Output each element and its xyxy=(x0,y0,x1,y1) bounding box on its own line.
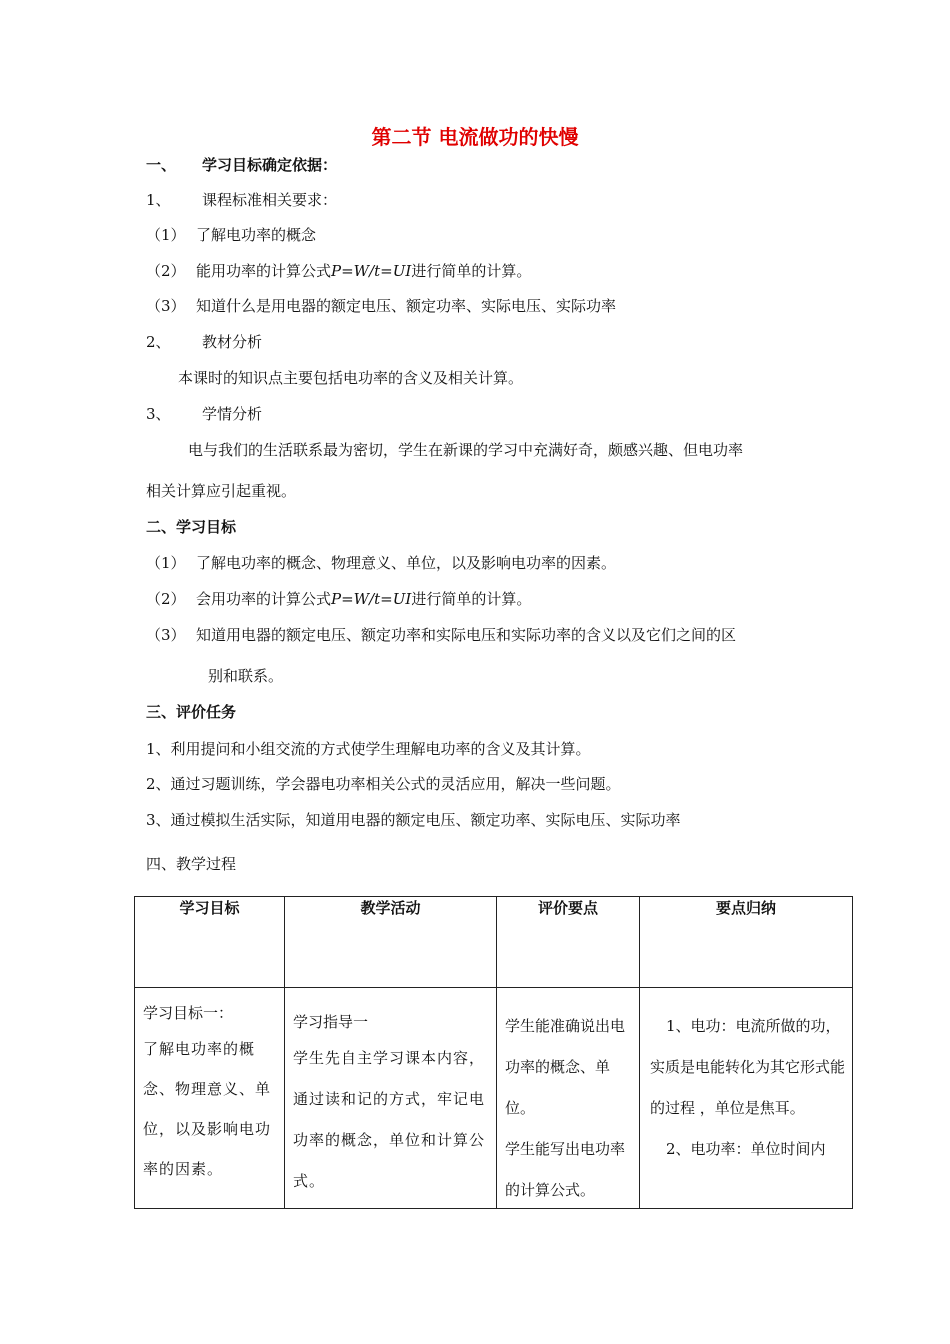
table-cell-activity xyxy=(285,988,497,1209)
list-item-number: （1） xyxy=(146,554,186,572)
evaluation-item: 1、利用提问和小组交流的方式使学生理解电功率的含义及其计算。 xyxy=(146,740,591,758)
cell-line: 学生能写出电功率的计算公式。 xyxy=(505,1140,626,1199)
list-item-text: 知道什么是用电器的额定电压、额定功率、实际电压、实际功率 xyxy=(196,297,617,315)
cell-line: 学生能准确说出电功率的概念、单位。 xyxy=(505,1017,626,1117)
table-header-cell: 评价要点 xyxy=(497,897,640,988)
list-item-number: （3） xyxy=(146,297,186,315)
table-row xyxy=(135,988,853,1209)
evaluation-item: 2、通过习题训练，学会器电功率相关公式的灵活应用，解决一些问题。 xyxy=(146,775,621,793)
teaching-process-table xyxy=(134,896,853,1209)
paragraph: 相关计算应引起重视。 xyxy=(146,482,297,500)
subsection-2-heading: 教材分析 xyxy=(202,333,263,351)
cell-line: 学习指导一 xyxy=(293,1013,369,1031)
table-cell-evaluation xyxy=(497,988,640,1209)
table-header-row xyxy=(135,897,853,988)
table-header-cell: 要点归纳 xyxy=(640,897,853,988)
list-item-text: 会用功率的计算公式P=W/t=UI进行简单的计算。 xyxy=(196,590,532,608)
list-item-number: （2） xyxy=(146,262,186,280)
formula: P=W/t=UI xyxy=(331,590,412,608)
table-cell-objective xyxy=(135,988,285,1209)
evaluation-item: 3、通过模拟生活实际，知道用电器的额定电压、额定功率、实际电压、实际功率 xyxy=(146,811,681,829)
section-1-number: 一、 xyxy=(146,156,177,174)
cell-line: 学生先自主学习课本内容，通过读和记的方式，牢记电功率的概念，单位和计算公式。 xyxy=(293,1049,486,1190)
cell-line: 学习目标一： xyxy=(143,1004,234,1022)
list-item-number: （2） xyxy=(146,590,186,608)
formula: P=W/t=UI xyxy=(331,262,412,280)
section-3-heading: 三、评价任务 xyxy=(146,703,237,721)
section-2-heading: 二、学习目标 xyxy=(146,518,237,536)
list-item-continuation: 别和联系。 xyxy=(208,667,284,685)
subsection-1-number: 1、 xyxy=(146,191,171,209)
cell-line: 1、电功：电流所做的功，实质是电能转化为其它形式能的过程 ，单位是焦耳。 xyxy=(650,1017,846,1117)
list-item-text: 知道用电器的额定电压、额定功率和实际电压和实际功率的含义以及它们之间的区 xyxy=(196,626,737,644)
cell-line: 了解电功率的概念、物理意义、单位，以及影响电功率的因素。 xyxy=(143,1040,272,1178)
section-4-heading: 四、教学过程 xyxy=(146,855,237,873)
list-item-text: 能用功率的计算公式P=W/t=UI进行简单的计算。 xyxy=(196,262,532,280)
paragraph: 本课时的知识点主要包括电功率的含义及相关计算。 xyxy=(178,369,524,387)
list-item-text: 了解电功率的概念、物理意义、单位，以及影响电功率的因素。 xyxy=(196,554,617,572)
subsection-3-heading: 学情分析 xyxy=(202,405,263,423)
cell-line: 2、电功率：单位时间内 xyxy=(666,1140,826,1158)
list-item-text: 了解电功率的概念 xyxy=(196,226,317,244)
table-cell-summary xyxy=(640,988,853,1209)
subsection-1-heading: 课程标准相关要求： xyxy=(202,191,338,209)
list-item-number: （3） xyxy=(146,626,186,644)
list-item-number: （1） xyxy=(146,226,186,244)
subsection-2-number: 2、 xyxy=(146,333,171,351)
subsection-3-number: 3、 xyxy=(146,405,171,423)
section-1-heading: 学习目标确定依据： xyxy=(202,156,338,174)
page-title: 第二节 电流做功的快慢 xyxy=(371,125,579,149)
table-header-cell: 教学活动 xyxy=(285,897,497,988)
table-header-cell: 学习目标 xyxy=(135,897,285,988)
paragraph: 电与我们的生活联系最为密切，学生在新课的学习中充满好奇，颇感兴趣、但电功率 xyxy=(188,441,744,459)
